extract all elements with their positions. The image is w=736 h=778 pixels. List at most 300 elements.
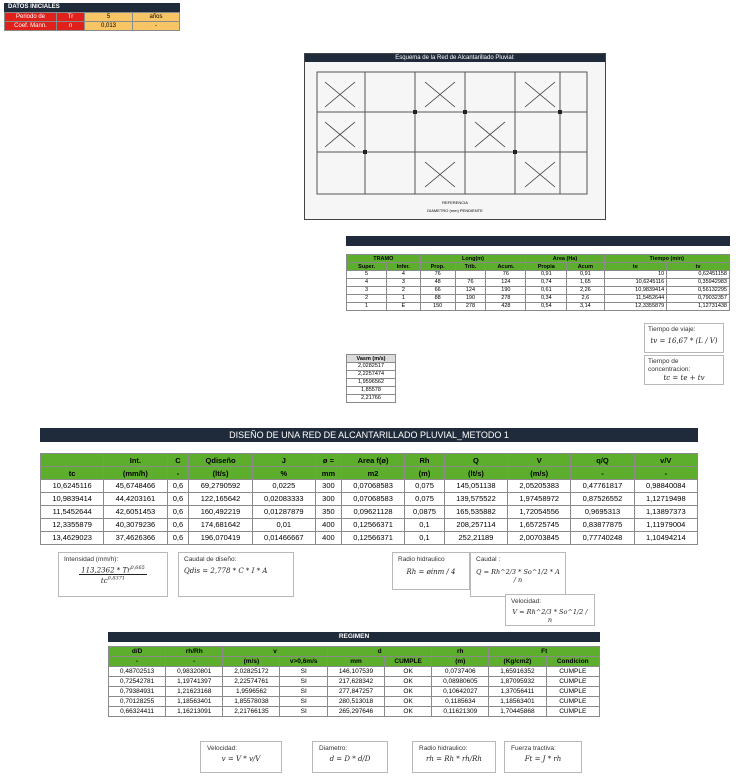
cell: CUMPLE (546, 707, 599, 717)
col-header: mm (315, 467, 341, 480)
cell: 0,0875 (405, 506, 445, 519)
cell: 124 (486, 279, 526, 287)
cell: 139,575522 (444, 493, 507, 506)
cell: 1,65725745 (508, 519, 571, 532)
col-header (41, 454, 104, 467)
col-header: Tiempo (min) (604, 255, 729, 263)
cell: 4 (347, 279, 387, 287)
col-header: Acum. (486, 263, 526, 271)
cell: 2,21766135 (223, 707, 280, 717)
col-header: - (109, 657, 166, 667)
cell: 196,070419 (189, 532, 252, 545)
col-header: (lt/s) (189, 467, 252, 480)
cell: 124 (455, 287, 486, 295)
col-header: Super. (347, 263, 387, 271)
cell: 300 (315, 480, 341, 493)
col-header: Trib. (455, 263, 486, 271)
intensidad-num: 113,2362 * Tr (81, 566, 131, 575)
cell: 122,165642 (189, 493, 252, 506)
velocidad-box (505, 594, 595, 626)
schematic-legend-text: DIAMETRO (mm) PENDIENTE (427, 208, 483, 213)
cell: 0,6 (167, 493, 189, 506)
cell: 0,10642027 (432, 687, 489, 697)
cell: 0,07068583 (341, 493, 404, 506)
cell: 0,91 (567, 271, 604, 279)
cell: 428 (486, 303, 526, 311)
cell: 0,70128255 (109, 697, 166, 707)
col-header: Ft (489, 647, 600, 657)
cell: 0,35942983 (667, 279, 730, 287)
cell: OK (385, 677, 432, 687)
cell: 0,79032357 (667, 295, 730, 303)
col-header: Propia (526, 263, 567, 271)
cell: 1,9596562 (347, 379, 396, 387)
cell: 0,91 (526, 271, 567, 279)
cell: 1,87095932 (489, 677, 546, 687)
intensidad-box (58, 552, 168, 597)
cell: 10,6245116 (41, 480, 104, 493)
cell: 1 (387, 295, 420, 303)
cell: 0,11621309 (432, 707, 489, 717)
table-header-row (109, 657, 600, 667)
schematic-title: Esquema de la Red de Alcantarillado Pluvial: (305, 54, 605, 62)
table-header-row (41, 454, 698, 467)
table-row (347, 395, 396, 403)
cell: 146,107539 (327, 667, 384, 677)
cell: 0,72542781 (109, 677, 166, 687)
cell: 165,535882 (444, 506, 507, 519)
vasm-table (346, 354, 396, 403)
cell: 5 (347, 271, 387, 279)
cell: 0,09621128 (341, 506, 404, 519)
col-header: V (508, 454, 571, 467)
radio-hidraulico-label: Radio hidraulico (398, 556, 445, 563)
col-header: v (223, 647, 328, 657)
table-row (109, 677, 600, 687)
col-header: q/Q (571, 454, 634, 467)
velocidad-formula-box (200, 741, 282, 773)
col-header: CUMPLE (385, 657, 432, 667)
formula-label: Radio hidraulico: (419, 745, 468, 752)
diametro-formula-box (312, 741, 388, 773)
caudal-box (470, 552, 566, 597)
col-header: TRAMO (347, 255, 421, 263)
intensidad-numerator (79, 565, 147, 575)
table-header-row (347, 263, 730, 271)
cell: 76 (420, 271, 455, 279)
cell: OK (385, 707, 432, 717)
tiempo-viaje-formula: tv = 16,67 * (L / V) (650, 337, 718, 345)
cell: - (133, 22, 180, 31)
cell: 1 (347, 303, 387, 311)
cell: 0,07068583 (341, 480, 404, 493)
cell: 0,02083333 (252, 493, 315, 506)
col-header: v>0,6m/s (280, 657, 327, 667)
col-header: Condicion (546, 657, 599, 667)
cell: 42,6051453 (104, 506, 167, 519)
cell: 12,3355879 (41, 519, 104, 532)
tramo-table (346, 254, 730, 311)
cell: 4 (387, 271, 420, 279)
cell: 1,37056411 (489, 687, 546, 697)
col-header: te (604, 263, 667, 271)
cell: 0,6 (167, 506, 189, 519)
col-header: - (166, 657, 223, 667)
cell: 0,87526552 (571, 493, 634, 506)
cell: OK (385, 667, 432, 677)
col-header: Area f(ø) (341, 454, 404, 467)
cell: 1,18563401 (489, 697, 546, 707)
table-header-row (109, 647, 600, 657)
cell: 13,4629023 (41, 532, 104, 545)
cell: 0,56132295 (667, 287, 730, 295)
cell: 2,00703845 (508, 532, 571, 545)
cell: 1,12719498 (634, 493, 697, 506)
cell: 174,681642 (189, 519, 252, 532)
cell: 0,61 (526, 287, 567, 295)
cell: 1,65 (567, 279, 604, 287)
cell: 2,22574761 (223, 677, 280, 687)
cell: OK (385, 697, 432, 707)
cell: 0,0225 (252, 480, 315, 493)
diseno-body (41, 480, 698, 545)
regimen-body (109, 667, 600, 717)
cell: 1,11979004 (634, 519, 697, 532)
tiempo-conc-label: Tiempo de concentracion: (648, 358, 691, 373)
cell: 0,62451158 (667, 271, 730, 279)
col-header: C (167, 454, 189, 467)
cell: 0,01287879 (252, 506, 315, 519)
cell: años (133, 13, 180, 22)
cell: 1,97458972 (508, 493, 571, 506)
col-header: d/D (109, 647, 166, 657)
cell: Coef. Mann. (5, 22, 57, 31)
tramo-header-bar (346, 236, 730, 246)
formula-text: d = D * d/D (329, 755, 371, 763)
table-row (41, 506, 698, 519)
cell: CUMPLE (546, 687, 599, 697)
col-header: Acum (567, 263, 604, 271)
table-row (347, 287, 730, 295)
cell: 88 (420, 295, 455, 303)
cell: n (57, 22, 85, 31)
table-row (109, 687, 600, 697)
cell: 0,66324411 (109, 707, 166, 717)
schematic-legend-title: REFERENCIA (442, 200, 468, 205)
intensidad-label: Intensidad (mm/h): (64, 556, 119, 563)
cell (455, 271, 486, 279)
table-row (347, 371, 396, 379)
cell: 0,34 (526, 295, 567, 303)
cell: 1,16213091 (166, 707, 223, 717)
table-row (347, 387, 396, 395)
col-header: - (167, 467, 189, 480)
cell: 2,2257474 (347, 371, 396, 379)
cell: 1,13897373 (634, 506, 697, 519)
table-row (347, 271, 730, 279)
table-row (347, 379, 396, 387)
cell: 1,85578038 (223, 697, 280, 707)
vasm-body (347, 363, 396, 403)
table-row (347, 363, 396, 371)
cell: 10,9839414 (41, 493, 104, 506)
intensidad-denominator (101, 577, 125, 585)
col-header: Qdiseño (189, 454, 252, 467)
cell: 66 (420, 287, 455, 295)
cell: 40,3079236 (104, 519, 167, 532)
cell: 277,847257 (327, 687, 384, 697)
sewer-network-schematic (304, 53, 606, 220)
table-row (41, 493, 698, 506)
regimen-title: REGIMEN (108, 632, 600, 642)
cell: 5 (85, 13, 133, 22)
cell: 0,1 (405, 532, 445, 545)
datos-iniciales-table (4, 12, 180, 31)
col-header: mm (327, 657, 384, 667)
cell: 0,6 (167, 532, 189, 545)
network-drawing (305, 62, 605, 219)
table-header-row (347, 255, 730, 263)
cell: 3 (387, 279, 420, 287)
formula-text: rh = Rh * rh/Rh (426, 755, 482, 763)
cell: Periodo de (5, 13, 57, 22)
cell: 0,12566371 (341, 532, 404, 545)
cell: 2,0282517 (347, 363, 396, 371)
cell: 1,65916352 (489, 667, 546, 677)
col-header: - (634, 467, 697, 480)
cell: 350 (315, 506, 341, 519)
cell: 0,6 (167, 519, 189, 532)
col-header: Vasm (m/s) (347, 355, 396, 363)
cell: 0,1 (405, 519, 445, 532)
cell: 278 (455, 303, 486, 311)
cell: 1,19741397 (166, 677, 223, 687)
table-row (109, 667, 600, 677)
col-header: (Kg/cm2) (489, 657, 546, 667)
cell: 1,70445868 (489, 707, 546, 717)
cell: 145,051138 (444, 480, 507, 493)
cell: 11,5452644 (604, 295, 667, 303)
tiempo-conc-formula: tc = te + tv (663, 374, 705, 382)
caudal-diseno-formula: Qdis = 2,778 * C * I * A (184, 567, 268, 575)
cell: SI (280, 667, 327, 677)
intensidad-den-exp: 0,8371 (107, 575, 126, 582)
col-header: J (252, 454, 315, 467)
cell: 48 (420, 279, 455, 287)
cell: 252,21189 (444, 532, 507, 545)
cell: 1,9596562 (223, 687, 280, 697)
col-header: rh (432, 647, 489, 657)
cell: 37,4626366 (104, 532, 167, 545)
cell: 45,6748466 (104, 480, 167, 493)
formula-label: Diametro: (319, 745, 348, 752)
col-header: Long(m) (420, 255, 526, 263)
table-row (5, 22, 180, 31)
col-header: Area (Ha) (526, 255, 604, 263)
cell: SI (280, 697, 327, 707)
table-row (347, 279, 730, 287)
cell: 2 (347, 295, 387, 303)
cell: 3 (347, 287, 387, 295)
cell: 160,492219 (189, 506, 252, 519)
cell: 0,075 (405, 493, 445, 506)
diseno-title: DISEÑO DE UNA RED DE ALCANTARILLADO PLUVIAL_METODO 1 (40, 428, 698, 442)
cell: 0,08980605 (432, 677, 489, 687)
cell: 400 (315, 532, 341, 545)
intensidad-formula (64, 565, 162, 585)
cell: 44,4203161 (104, 493, 167, 506)
cell: 2,6 (567, 295, 604, 303)
caudal-diseno-label: Caudal de diseño: (184, 556, 237, 563)
table-row (347, 303, 730, 311)
col-header: rh/Rh (166, 647, 223, 657)
intensidad-den: tc (100, 576, 108, 585)
cell: 10,6245116 (604, 279, 667, 287)
formula-text: Ft = J * rh (524, 755, 562, 763)
cell: 0,79384931 (109, 687, 166, 697)
col-header: % (252, 467, 315, 480)
cell: 2,05205383 (508, 480, 571, 493)
table-row (347, 295, 730, 303)
cell: 300 (315, 493, 341, 506)
cell: 10,9839414 (604, 287, 667, 295)
cell: 0,54 (526, 303, 567, 311)
cell: 1,10494214 (634, 532, 697, 545)
cell: 217,628342 (327, 677, 384, 687)
cell: 208,257114 (444, 519, 507, 532)
cell: 0,01 (252, 519, 315, 532)
cell: 76 (455, 279, 486, 287)
diseno-table (40, 453, 698, 545)
col-header: d (327, 647, 431, 657)
fuerza-tractiva-box (504, 741, 582, 773)
intensidad-exp: 0,665 (130, 565, 145, 571)
cell: 0,013 (85, 22, 133, 31)
col-header: v/V (634, 454, 697, 467)
cell: 190 (486, 287, 526, 295)
col-header: Prop. (420, 263, 455, 271)
col-header: - (571, 467, 634, 480)
tramo-body (347, 271, 730, 311)
formula-text: v = V * v/V (221, 755, 261, 763)
cell: 0,74 (526, 279, 567, 287)
radio-hidraulico-box (392, 552, 470, 590)
datos-iniciales-title: DATOS INICIALES (4, 3, 180, 12)
tiempo-conc-box (644, 355, 724, 385)
cell: 150 (420, 303, 455, 311)
col-header: (m/s) (223, 657, 280, 667)
col-header: (m) (432, 657, 489, 667)
col-header: ø = (315, 454, 341, 467)
cell: 1,12731438 (667, 303, 730, 311)
cell: 0,83877875 (571, 519, 634, 532)
col-header: tc (41, 467, 104, 480)
cell: CUMPLE (546, 677, 599, 687)
cell: 0,47761817 (571, 480, 634, 493)
col-header: m2 (341, 467, 404, 480)
cell: 0,1185634 (432, 697, 489, 707)
radio-formula-box (412, 741, 496, 773)
table-header-row (41, 467, 698, 480)
cell: 1,21623168 (166, 687, 223, 697)
datos-iniciales-panel (4, 3, 180, 31)
col-header: Q (444, 454, 507, 467)
cell: 1,72054556 (508, 506, 571, 519)
cell: Tr (57, 13, 85, 22)
col-header: (m) (405, 467, 445, 480)
table-row (41, 532, 698, 545)
formula-label: Fuerza tractiva: (511, 745, 556, 752)
cell: 12,3355879 (604, 303, 667, 311)
cell: SI (280, 687, 327, 697)
cell: CUMPLE (546, 697, 599, 707)
cell: 1,18563401 (166, 697, 223, 707)
cell: 10 (604, 271, 667, 279)
col-header: (lt/s) (444, 467, 507, 480)
table-row (109, 707, 600, 717)
cell: 278 (486, 295, 526, 303)
cell: 11,5452644 (41, 506, 104, 519)
cell: 0,98320801 (166, 667, 223, 677)
caudal-diseno-box (178, 552, 294, 597)
caudal-label: Caudal : (476, 556, 501, 563)
cell: 400 (315, 519, 341, 532)
cell: 280,513018 (327, 697, 384, 707)
formula-label: Velocidad: (207, 745, 237, 752)
col-header: (mm/h) (104, 467, 167, 480)
cell: 2,21766 (347, 395, 396, 403)
cell: 0,075 (405, 480, 445, 493)
cell: 0,12566371 (341, 519, 404, 532)
cell: OK (385, 687, 432, 697)
radio-hidraulico-formula: Rh = øinm / 4 (406, 568, 456, 576)
cell: 0,77740248 (571, 532, 634, 545)
table-row (109, 697, 600, 707)
regimen-table (108, 646, 600, 717)
cell: 0,6 (167, 480, 189, 493)
cell: 69,2790592 (189, 480, 252, 493)
cell: 2,02825172 (223, 667, 280, 677)
cell: 190 (455, 295, 486, 303)
table-row (5, 13, 180, 22)
table-row (41, 480, 698, 493)
cell: SI (280, 707, 327, 717)
caudal-formula: Q = Rh^2/3 * So^1/2 * A / n (476, 568, 560, 584)
cell: 0,9695313 (571, 506, 634, 519)
col-header: tv (667, 263, 730, 271)
cell: 265,297646 (327, 707, 384, 717)
cell: 2 (387, 287, 420, 295)
cell: 0,98840084 (634, 480, 697, 493)
tiempo-viaje-box (644, 323, 724, 353)
col-header: Int. (104, 454, 167, 467)
cell: CUMPLE (546, 667, 599, 677)
cell: 0,0737406 (432, 667, 489, 677)
cell: 1,85578 (347, 387, 396, 395)
cell: 2,26 (567, 287, 604, 295)
tiempo-viaje-label: Tiempo de viaje: (648, 326, 696, 333)
col-header: Rh (405, 454, 445, 467)
table-row (41, 519, 698, 532)
cell: E (387, 303, 420, 311)
velocidad-formula: V = Rh^2/3 * So^1/2 / n (512, 608, 588, 624)
cell: 0,48702513 (109, 667, 166, 677)
cell: SI (280, 677, 327, 687)
cell: 0,01466667 (252, 532, 315, 545)
velocidad-label: Velocidad: (511, 598, 541, 605)
col-header: (m/s) (508, 467, 571, 480)
cell: 3,14 (567, 303, 604, 311)
